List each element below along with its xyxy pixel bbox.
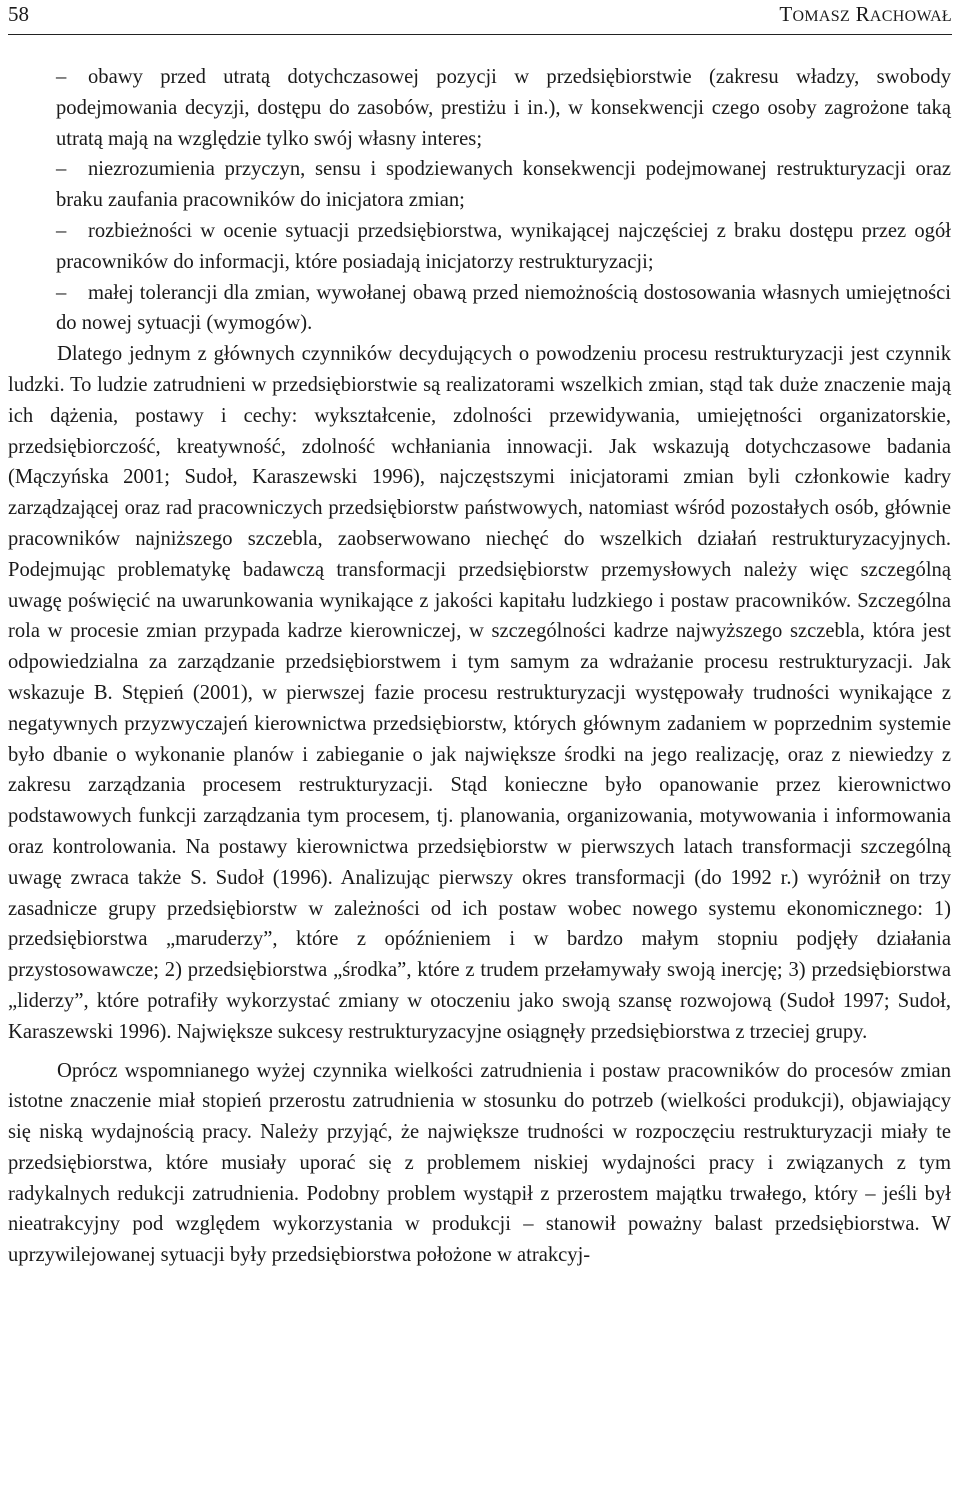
list-item-text: obawy przed utratą dotychczasowej pozycji w przedsiębiorstwie (zakresu władzy, swobody podejmowania decyzji, dostępu do zasobów, prestiżu i in.), w konsekwencji czego osoby zagrożone taką utratą mają na względzie tylko swój własny interes; xyxy=(56,66,951,150)
body-paragraph: Dlatego jednym z głównych czynników decydujących o powodzeniu procesu restrukturyzacji jest czynnik ludzki. To ludzie zatrudnieni w przedsiębiorstwie są realizatorami wszelkich zmian, stąd tak duże znaczenie mają ich dążenia, postawy i cechy: wykształcenie, zdolności przewidywania, umiejętności organizatorskie, przedsiębiorczość, kreatywność, zdolność wchłaniania innowacji. Jak wskazują dotychczasowe badania (Mączyńska 2001; Sudoł, Karaszewski 1996), najczęstszymi inicjatorami zmian byli członkowie kadry zarządzającej oraz rad pracowniczych przedsiębiorstw państwowych, natomiast wśród pozostałych osób, głównie pracowników najniższego szczebla, zaobserwowano niechęć do wszelkich działań restrukturyzacyjnych. Podejmując problematykę badawczą transformacji przedsiębiorstw przemysłowych należy więc szczególną uwagę poświęcić na uwarunkowania wynikające z jakości kapitału ludzkiego i postaw pracowników. Szczególna rola w procesie zmian przypada kadrze kierowniczej, w szczególności kadrze najwyższego szczebla, która jest odpowiedzialna za zarządzanie przedsiębiorstwem i tym samym za wdrażanie procesu restrukturyzacji. Jak wskazuje B. Stępień (2001), w pierwszej fazie procesu restrukturyzacji występowały trudności wynikające z negatywnych przyzwyczajeń kierownictwa przedsiębiorstw, których głównym zadaniem w poprzednim systemie było dbanie o wykonanie planów i zabieganie o jak największe środki na jego realizację, oraz z niewiedzy z zakresu zarządzania procesem restrukturyzacji. Stąd konieczne było opanowanie przez kierownictwo podstawowych funkcji zarządzania tym procesem, tj. planowania, organizowania, motywowania i informowania oraz kontrolowania. Na postawy kierownictwa przedsiębiorstw w pierwszych latach transformacji szczególną uwagę zwraca także S. Sudoł (1996). Analizując pierwszy okres transformacji (do 1992 r.) wyróżnił on trzy zasadnicze grupy przedsiębiorstw w zależności od ich postaw wobec nowego systemu ekonomicznego: 1) przedsiębiorstwa „maruderzy”, które z opóźnieniem i w bardzo małym stopniu podjęły działania przystosowawcze; 2) przedsiębiorstwa „środka”, które z trudem przełamywały swoją inercję; 3) przedsiębiorstwa „liderzy”, które potrafiły wykorzystać zmiany w otoczeniu jako swoją szansę rozwojową (Sudoł 1997; Sudoł, Karaszewski 1996). Największe sukcesy restrukturyzacyjne osiągnęły przedsiębiorstwa z trzeciej grupy. xyxy=(8,343,951,1043)
page-number: 58 xyxy=(8,2,29,26)
dash-marker: – xyxy=(56,66,67,88)
list-item-text: rozbieżności w ocenie sytuacji przedsiębiorstwa, wynikającej najczęściej z braku dostępu przez ogół pracowników do informacji, które posiadają inicjatorzy restrukturyzacji; xyxy=(56,219,951,273)
list-item xyxy=(8,278,951,340)
running-author: TOMASZ RACHOWAŁ xyxy=(779,2,952,26)
list-item-text: małej tolerancji dla zmian, wywołanej obawą przed niemożnością dostosowania własnych umiejętności do nowej sytuacji (wymogów). xyxy=(56,281,951,335)
dash-marker: – xyxy=(56,158,67,181)
body-paragraph: Oprócz wspomnianego wyżej czynnika wielkości zatrudnienia i postaw pracowników do procesów zmian istotne znaczenie miał stopień przerostu zatrudnienia w stosunku do potrzeb (wielkości produkcji), objawiający się niską wydajnością pracy. Należy przyjąć, że największe trudności w rozpoczęciu restrukturyzacji miały te przedsiębiorstwa, które musiały uporać się z problemem niskiej wydajności pracy i związanych z tym radykalnych redukcji zatrudnienia. Podobny problem wystąpił z przerostem majątku trwałego, który – jeśli był nieatrakcyjny pod względem wykorzystania w produkcji – stanowił poważny balast przedsiębiorstwa. W uprzywilejowanej sytuacji były przedsiębiorstwa położone w atrakcyj- xyxy=(8,1059,951,1267)
dash-marker: – xyxy=(56,281,67,304)
list-item-text: niezrozumienia przyczyn, sensu i spodziewanych konsekwencji podejmowanej restrukturyzacji oraz braku zaufania pracowników do inicjatora zmian; xyxy=(56,158,951,212)
bullet-list xyxy=(8,62,951,339)
list-item xyxy=(8,154,951,216)
running-header xyxy=(8,0,952,35)
page-body xyxy=(8,62,951,1271)
list-item xyxy=(8,62,951,154)
dash-marker: – xyxy=(56,219,67,242)
list-item xyxy=(8,216,951,278)
